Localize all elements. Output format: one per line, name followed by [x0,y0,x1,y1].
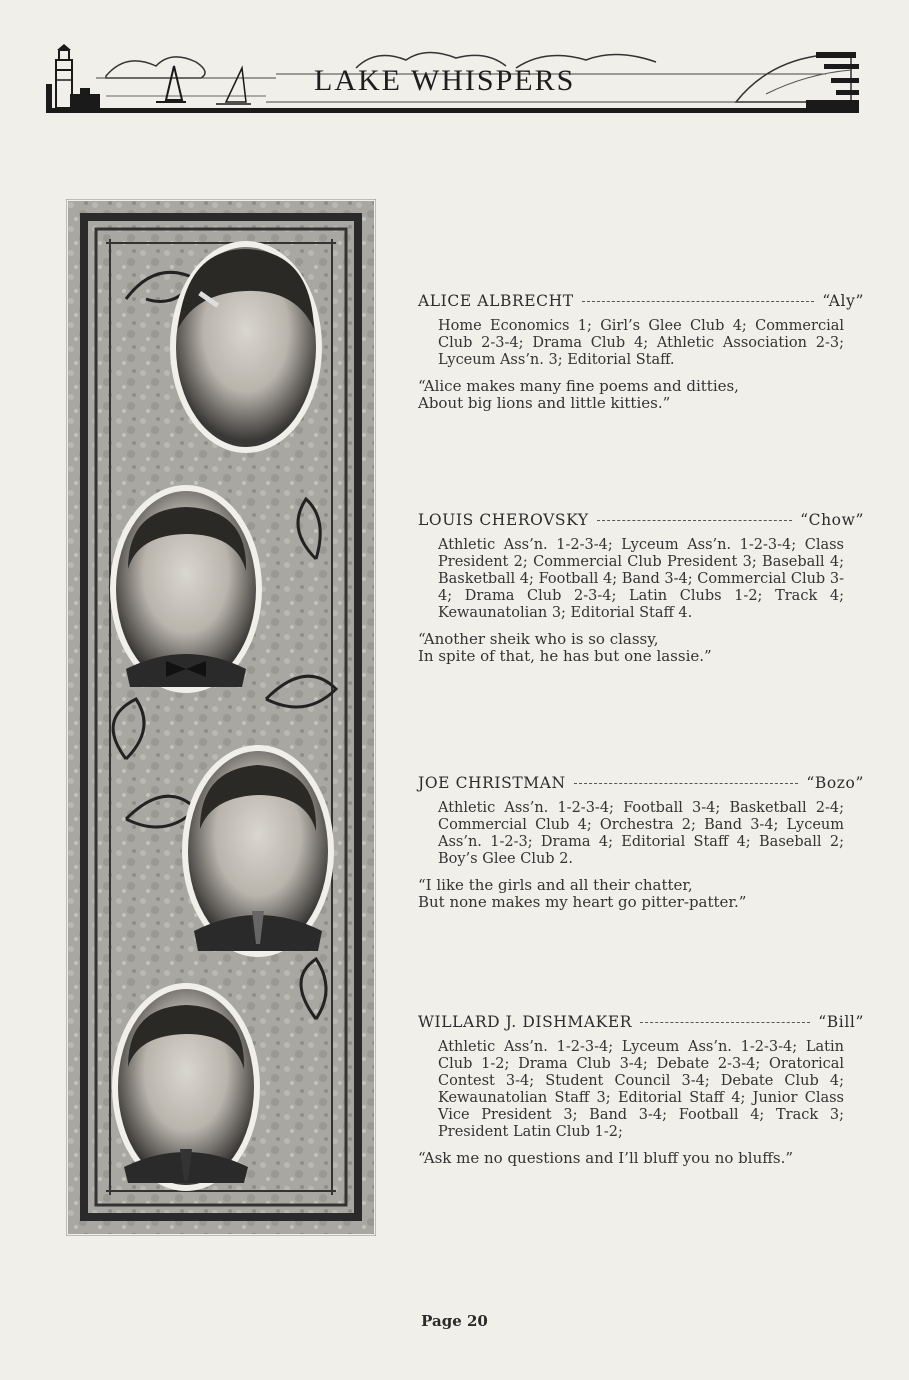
lighthouse-icon [56,44,100,108]
student-quote [418,631,864,665]
quote-line: About big lions and little kitties.” [418,394,671,412]
portrait-alice-albrecht [170,241,322,453]
quote-line: “Another sheik who is so classy, [418,630,659,648]
header-banner [46,44,859,114]
student-nickname: “Chow” [800,511,864,529]
student-activities: Athletic Ass’n. 1-2-3-4; Lyceum Ass’n. 1-2-3-4; Latin Club 1-2; Drama Club 3-4; Debate 2-3-4; Oratorical Contest 3-4; Student Council 3-4; Debate Club 4; Kewaunatolian Staff 3; Editorial Staff 4; Junior Class Vice President 3; Band 3-4; Football 4; Track 3; President Latin Club 1-2; [438,1039,844,1140]
student-quote [418,1150,864,1167]
portrait-frame-illustration [66,199,376,1236]
student-nickname: “Bozo” [806,774,864,792]
student-activities: Athletic Ass’n. 1-2-3-4; Lyceum Ass’n. 1-2-3-4; Class President 2; Commercial Club President 3; Baseball 4; Basketball 4; Football 4; Band 3-4; Commercial Club 3-4; Drama Club 2-3-4; Latin Clubs 1-2; Track 4; Kewaunatolian 3; Editorial Staff 4. [438,537,844,621]
student-name: JOE CHRISTMAN [418,774,566,792]
student-activities: Home Economics 1; Girl’s Glee Club 4; Commercial Club 2-3-4; Drama Club 4; Athletic Association 2-3; Lyceum Ass’n. 3; Editorial Staff. [438,318,844,368]
portrait-willard-dishmaker [112,983,260,1191]
dotted-leader [597,519,792,521]
senior-entry [418,1013,864,1167]
quote-line: “Ask me no questions and I’ll bluff you no bluffs.” [418,1149,794,1167]
student-nickname: “Bill” [818,1013,864,1031]
quote-line: “I like the girls and all their chatter, [418,876,693,894]
entry-heading [418,774,864,792]
quote-line: But none makes my heart go pitter-patter.” [418,893,747,911]
quote-line: In spite of that, he has but one lassie.” [418,647,712,665]
portrait-panel [66,199,376,1236]
senior-entry [418,511,864,665]
student-activities: Athletic Ass’n. 1-2-3-4; Football 3-4; Basketball 2-4; Commercial Club 4; Orchestra 2; Band 3-4; Lyceum Ass’n. 1-2-3; Drama 4; Editorial Staff 4; Baseball 2; Boy’s Glee Club 2. [438,800,844,867]
student-quote [418,877,864,911]
quote-line: “Alice makes many fine poems and ditties, [418,377,739,395]
dotted-leader [640,1021,810,1023]
senior-entry [418,774,864,911]
portrait-joe-christman [182,745,334,957]
student-name: WILLARD J. DISHMAKER [418,1013,633,1031]
student-nickname: “Aly” [822,292,864,310]
dotted-leader [574,782,799,784]
page-number: Page 20 [421,1312,488,1330]
senior-entry [418,292,864,412]
entry-heading [418,511,864,529]
entry-heading [418,292,864,310]
student-name: LOUIS CHEROVSKY [418,511,589,529]
dotted-leader [582,300,815,302]
entry-heading [418,1013,864,1031]
student-name: ALICE ALBRECHT [418,292,574,310]
yearbook-title: LAKE WHISPERS [314,64,576,97]
sailboat-icon [156,66,251,104]
portrait-louis-cherovsky [110,485,262,693]
student-quote [418,378,864,412]
